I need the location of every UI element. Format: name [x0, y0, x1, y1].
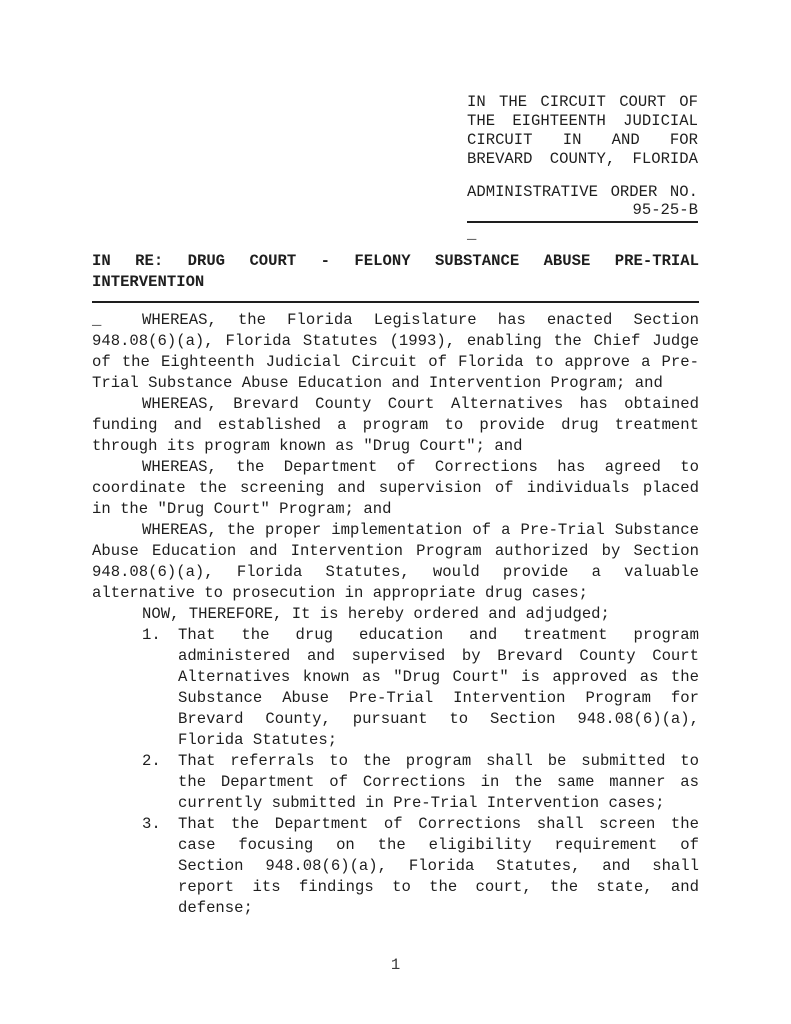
- ordered-item: [92, 814, 699, 919]
- court-caption: [467, 93, 698, 244]
- document-line: Abuse Education and Intervention Program authorized by Section: [92, 542, 699, 560]
- document-line: WHEREAS, the proper implementation of a Pre-Trial Substance: [142, 521, 699, 539]
- document-line: Substance Abuse Pre-Trial Intervention Program for: [178, 689, 699, 707]
- document-line: WHEREAS, the Department of Corrections has agreed to: [142, 458, 699, 476]
- paragraph: [92, 310, 699, 394]
- document-line: Trial Substance Abuse Education and Intervention Program; and: [92, 374, 663, 392]
- document-line: coordinate the screening and supervision of individuals placed: [92, 479, 699, 497]
- title-line: IN RE: DRUG COURT - FELONY SUBSTANCE ABUSE PRE-TRIAL: [92, 252, 699, 270]
- document-line: 948.08(6)(a), Florida Statutes (1993), enabling the Chief Judge: [92, 332, 699, 350]
- document-title: [92, 251, 699, 293]
- admin-order-label: ADMINISTRATIVE ORDER NO.: [467, 183, 698, 201]
- order-number: 95-25-B: [467, 202, 698, 223]
- document-line: of the Eighteenth Judicial Circuit of Florida to approve a Pre-: [92, 353, 699, 371]
- item-number: 1.: [142, 626, 161, 644]
- document-line: Alternatives known as "Drug Court" is approved as the: [178, 668, 699, 686]
- court-caption-line: IN THE CIRCUIT COURT OF: [467, 93, 698, 111]
- document-line: Section 948.08(6)(a), Florida Statutes, and shall: [178, 857, 699, 875]
- paragraph: [92, 520, 699, 604]
- margin-underscore: _: [92, 311, 102, 329]
- document-line: Brevard County, pursuant to Section 948.08(6)(a),: [178, 710, 699, 728]
- document-line: NOW, THEREFORE, It is hereby ordered and adjudged;: [142, 605, 610, 623]
- ordered-item: [92, 625, 699, 751]
- paragraph: [92, 394, 699, 457]
- document-body: [92, 310, 699, 919]
- item-number: 3.: [142, 815, 161, 833]
- document-line: 948.08(6)(a), Florida Statutes, would provide a valuable: [92, 563, 699, 581]
- horizontal-rule: [92, 301, 699, 303]
- court-caption-line: THE EIGHTEENTH JUDICIAL: [467, 112, 698, 130]
- document-line: alternative to prosecution in appropriate drug cases;: [92, 584, 588, 602]
- document-line: administered and supervised by Brevard County Court: [178, 647, 699, 665]
- paragraph: [92, 457, 699, 520]
- paragraph: [92, 604, 699, 625]
- document-line: funding and established a program to provide drug treatment: [92, 416, 699, 434]
- document-line: WHEREAS, Brevard County Court Alternatives has obtained: [142, 395, 699, 413]
- document-line: case focusing on the eligibility requirement of: [178, 836, 699, 854]
- document-line: That the Department of Corrections shall screen the: [178, 815, 699, 833]
- court-caption-line: CIRCUIT IN AND FOR: [467, 131, 698, 149]
- stray-underscore: _: [467, 225, 477, 243]
- document-line: defense;: [178, 899, 253, 917]
- title-line: INTERVENTION: [92, 273, 205, 291]
- document-line: through its program known as "Drug Court"; and: [92, 437, 523, 455]
- document-line: the Department of Corrections in the same manner as: [178, 773, 699, 791]
- document-line: currently submitted in Pre-Trial Intervention cases;: [178, 794, 665, 812]
- document-line: Florida Statutes;: [178, 731, 338, 749]
- item-number: 2.: [142, 752, 161, 770]
- document-line: report its findings to the court, the state, and: [178, 878, 699, 896]
- spacer: [467, 169, 698, 183]
- document-line: That referrals to the program shall be submitted to: [178, 752, 699, 770]
- document-line: in the "Drug Court" Program; and: [92, 500, 392, 518]
- page-number: 1: [390, 956, 401, 974]
- document-line: WHEREAS, the Florida Legislature has enacted Section: [142, 311, 699, 329]
- court-caption-line: BREVARD COUNTY, FLORIDA: [467, 150, 698, 168]
- ordered-item: [92, 751, 699, 814]
- document-line: That the drug education and treatment program: [178, 626, 699, 644]
